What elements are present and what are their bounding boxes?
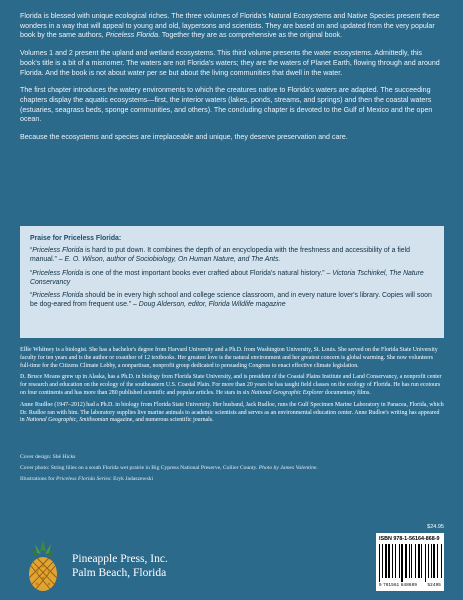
text-run: “	[30, 292, 33, 300]
barcode-bar	[437, 544, 438, 578]
intro-paragraph	[20, 133, 444, 143]
barcode-number: 9 781561 648689	[379, 582, 418, 587]
credits	[20, 454, 320, 488]
publisher-location: Palm Beach, Florida	[72, 567, 167, 579]
barcode-bar	[382, 544, 383, 578]
text-run: is one of the most important books ever crafted about Florida's natural history.”	[83, 269, 325, 277]
text-run: magazine, and numerous scientific journals.	[108, 417, 214, 424]
author-bio-text	[20, 347, 438, 369]
text-run: Volumes 1 and 2 present the upland and wetland ecosystems. This third volume presents the water ecosystems. Admittedly, this book's title is a bit of a misnomer. The waters are not Florida's waters; they are the waters of Planet Earth, flowing through and around Florida. And the book is not about water per se but about the living communities that dwell in the water.	[20, 49, 440, 77]
praise-quote	[30, 269, 434, 287]
author-bios	[20, 347, 444, 429]
text-run: – Victoria Tschinkel, The Nature Conservancy	[30, 269, 424, 286]
barcode-bar	[415, 544, 416, 578]
barcode-bar	[401, 544, 402, 582]
text-run: is a biologist. She has a bachelor's degree from Harvard University and a Ph.D. from Washington University, St. Louis. She served on the Florida State University faculty for ten years and is the author or coauthor of 12 textbooks. Her greatest love is the natural environment and her greatest concern is global warming. She now volunteers full-time for the Citizens Climate Lobby, a nonpartisan, nonprofit group dedicated to persuading Congress to enact effective climate legislation.	[20, 347, 438, 369]
barcode-bar	[411, 544, 412, 578]
text-run: “	[30, 269, 33, 277]
credit-line	[20, 454, 320, 461]
intro-text	[20, 12, 444, 151]
intro-paragraph	[20, 49, 444, 78]
text-run: documentary films.	[323, 389, 371, 396]
text-run: . Together they are as comprehensive as the original book.	[158, 31, 343, 40]
author-name: D. Bruce Means	[20, 374, 61, 381]
text-run: The first chapter introduces the watery environments to which the creatures native to Florida's waters are adapted. The succeeding chapters display the aquatic ecosystems—first, the interior waters (lakes, ponds, streams, and springs) and then the coastal waters (estuaries, seagrass beds, sponge communities, and others). The concluding chapter is devoted to the Gulf of Mexico and the open ocean.	[20, 86, 433, 124]
barcode-bar	[418, 544, 420, 578]
text-run: Cover design: Shé Hicks	[20, 454, 76, 460]
author-bio	[20, 374, 444, 397]
praise-heading: Praise for Priceless Florida:	[30, 235, 122, 242]
text-run: “	[30, 247, 33, 255]
barcode-bar	[379, 544, 380, 582]
publisher-imprint	[72, 552, 168, 580]
credit-line	[20, 476, 320, 483]
intro-paragraph	[20, 12, 444, 41]
text-run: National Geographic, Smithsonian	[26, 417, 109, 424]
price-label: $24.95	[427, 524, 444, 530]
author-bio-text	[20, 402, 444, 424]
barcode-bar	[385, 544, 387, 578]
text-run: – Doug Alderson, editor, Florida Wildlife magazine	[131, 301, 286, 309]
author-bio	[20, 402, 444, 425]
text-run: (1947–2012) had a Ph.D. in biology from Florida State University. Her husband, Jack Rudloe, runs the Gulf Specimen Marine Laboratory in Panacea, Florida, which Dr. Rudloe ran with him. The laboratory supplies live marine animals to academic scientists and serves as an environmental education center. Anne Rudloe's writing has appeared in	[20, 401, 444, 424]
text-run: grew up in Alaska, has a Ph.D. in biology from Florida State University, and is president of the Coastal Plains Institute and Land Conservancy, a nonprofit center for research and education on the ecology of the southeastern U.S. Coastal Plain. For more than 20 years he has taught field classes on the ecology of Florida. He has run ecotours on four continents and has more than 280 published scientific and popular articles. He stars in six	[20, 374, 442, 396]
text-run: Priceless Florida	[32, 247, 84, 255]
barcode-bar	[388, 544, 389, 578]
text-run: Illustrations for	[20, 476, 57, 483]
praise-quote	[30, 246, 434, 264]
barcode-bar	[399, 544, 400, 578]
author-bio-text	[20, 374, 442, 396]
barcode-digits	[379, 582, 441, 587]
isbn-barcode	[376, 533, 444, 591]
barcode-bar	[441, 544, 442, 578]
text-run: Priceless Florida Series	[56, 476, 111, 483]
publisher-name: Pineapple Press, Inc.	[72, 553, 168, 565]
intro-paragraph	[20, 86, 444, 125]
text-run: : Eryk Jadaszewski	[110, 476, 153, 483]
barcode-addon: 52495	[427, 582, 441, 587]
barcode-bar	[425, 544, 426, 582]
credit-line	[20, 465, 320, 472]
text-run: is hard to put down. It combines the depth of an encyclopedia with the freshness and accessibility of a field manual.”	[30, 247, 410, 264]
text-run: Photo by James Valentine.	[258, 465, 318, 472]
barcode-bar	[392, 544, 393, 578]
author-name: Ellie Whitney	[20, 347, 55, 353]
author-bio	[20, 347, 444, 370]
text-run: Florida is blessed with unique ecological riches. The three volumes of Florida's Natural Ecosystems and Native Species present these wonders in a way that will appeal to young and old, laypersons and scientists. They are based on and updated from the very popular book by the same authors,	[20, 12, 440, 40]
barcode-bar	[409, 544, 410, 578]
barcode-bar	[395, 544, 396, 578]
author-name: Anne Rudloe	[20, 401, 53, 408]
text-run: National Geographic Explorer	[251, 389, 324, 396]
barcode-bars	[379, 544, 441, 582]
barcode-bar	[421, 544, 422, 578]
barcode-bar	[405, 544, 407, 578]
text-run: Cover photo: String lilies on a south Florida wet prairie in Big Cypress National Preserve, Collier County.	[20, 465, 259, 472]
barcode-bar	[428, 544, 429, 578]
barcode-bar	[431, 544, 432, 578]
praise-box	[20, 226, 444, 338]
text-run: Because the ecosystems and species are irreplaceable and unique, they deserve preservation and care.	[20, 133, 348, 142]
pineapple-icon	[22, 538, 64, 593]
text-run: – E. O. Wilson, author of Sociobiology, On Human Nature, and The Ants.	[56, 256, 281, 264]
text-run: Priceless Florida	[32, 292, 84, 300]
text-run: Priceless Florida	[105, 31, 159, 40]
praise-quote	[30, 291, 434, 309]
text-run: Priceless Florida	[32, 269, 84, 277]
isbn-label: ISBN 978-1-56164-868-9	[379, 536, 440, 542]
text-run: should be in every high school and college science classroom, and in every nature lover's library. Copies will soon be dog-eared from frequent use.”	[30, 292, 432, 309]
barcode-bar	[433, 544, 435, 578]
